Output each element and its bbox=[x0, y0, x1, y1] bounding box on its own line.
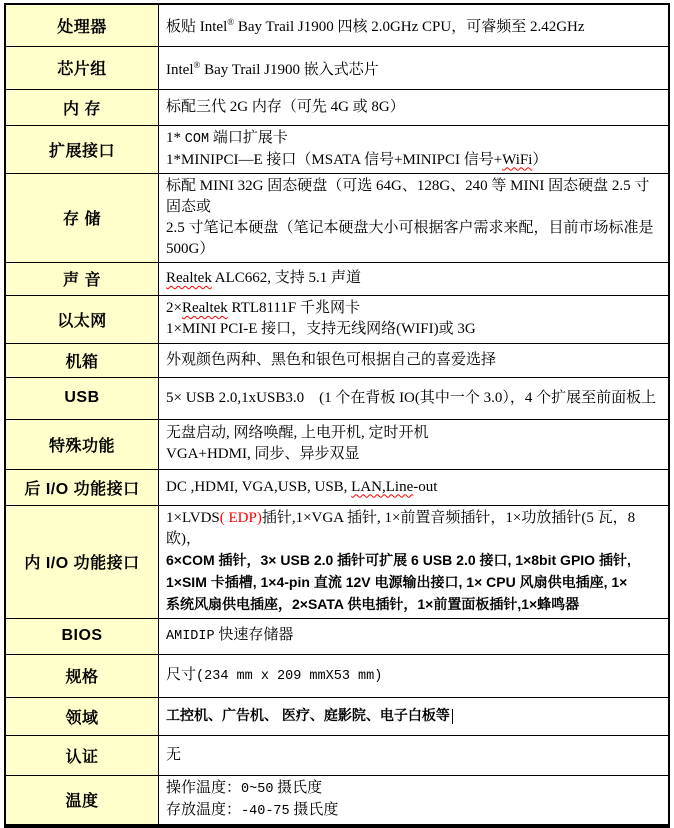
spec-line bbox=[166, 150, 662, 171]
text-segment: 1*MINIPCI—E 接口（MSATA 信号+MINIPCI 信号+ bbox=[166, 151, 503, 168]
text-segment: DC ,HDMI, VGA,USB, USB, bbox=[166, 478, 352, 495]
text-segment: ALC662, 支持 5.1 声道 bbox=[211, 270, 362, 286]
text-segment: 无盘启动, 网络唤醒, 上电开机, 定时开机 bbox=[166, 425, 429, 441]
spec-line bbox=[166, 508, 662, 550]
spec-line bbox=[166, 665, 662, 687]
row-value-audio[interactable] bbox=[159, 262, 670, 295]
row-value-processor[interactable] bbox=[159, 4, 670, 46]
spec-line bbox=[166, 176, 662, 218]
text-segment: 尺寸 bbox=[166, 666, 197, 683]
text-segment: Realtek bbox=[181, 300, 228, 316]
text-segment: ® bbox=[193, 59, 201, 70]
table-row-ethernet bbox=[5, 295, 669, 343]
spec-line bbox=[166, 477, 662, 498]
table-row-spec bbox=[5, 654, 669, 697]
row-value-bios[interactable] bbox=[159, 618, 670, 654]
table-row-special bbox=[5, 419, 669, 469]
spec-line bbox=[166, 350, 662, 371]
text-segment: 摄氏度 bbox=[289, 801, 339, 818]
text-segment: COM bbox=[184, 131, 210, 147]
spec-line bbox=[166, 594, 662, 616]
text-segment: 1×LVDS bbox=[166, 509, 220, 526]
row-value-special[interactable] bbox=[159, 419, 670, 469]
spec-line bbox=[166, 298, 662, 319]
row-label-expansion[interactable]: 扩展接口 bbox=[5, 125, 159, 173]
table-row-usb bbox=[5, 377, 669, 419]
text-segment: 无 bbox=[166, 746, 182, 763]
row-value-rear-io[interactable] bbox=[159, 469, 670, 505]
spec-line bbox=[166, 128, 662, 150]
text-segment: 端口扩展卡 bbox=[209, 129, 288, 146]
row-label-processor[interactable]: 处理器 bbox=[5, 4, 159, 46]
text-segment: -out bbox=[413, 478, 438, 495]
row-label-chassis[interactable]: 机箱 bbox=[5, 343, 159, 377]
table-row-rear-io bbox=[5, 469, 669, 505]
spec-line bbox=[166, 800, 662, 822]
row-label-storage[interactable]: 存 储 bbox=[5, 173, 159, 262]
row-value-chassis[interactable] bbox=[159, 343, 670, 377]
row-label-internal-io[interactable]: 内 I/O 功能接口 bbox=[5, 505, 159, 618]
row-label-temp[interactable]: 温度 bbox=[5, 775, 159, 826]
row-label-field[interactable]: 领域 bbox=[5, 697, 159, 735]
table-row-storage bbox=[5, 173, 669, 262]
row-value-expansion[interactable] bbox=[159, 125, 670, 173]
spec-line bbox=[166, 625, 662, 647]
spec-line bbox=[166, 268, 662, 289]
row-label-cert[interactable]: 认证 bbox=[5, 735, 159, 775]
text-segment: 6×COM 插针，3× USB 2.0 插针可扩展 6 USB 2.0 接口, 1×8bit GPIO 插针, bbox=[166, 551, 631, 568]
text-segment: 0~50 bbox=[241, 781, 274, 797]
text-segment: Intel bbox=[166, 61, 194, 78]
text-segment: 板贴 Intel bbox=[166, 19, 228, 36]
table-row-expansion bbox=[5, 125, 669, 173]
spec-line bbox=[166, 705, 662, 727]
text-segment: 操作温度： bbox=[166, 779, 242, 796]
table-row-field bbox=[5, 697, 669, 735]
table-row-bios bbox=[5, 618, 669, 654]
text-cursor bbox=[452, 709, 453, 724]
row-value-internal-io[interactable] bbox=[159, 505, 670, 618]
text-segment: 插针,1×VGA 插针, 1×前置音频插针，1×功放插针(5 瓦，8 欧)， bbox=[166, 509, 636, 547]
row-value-usb[interactable] bbox=[159, 377, 670, 419]
text-segment: VGA+HDMI, 同步、异步双显 bbox=[166, 446, 360, 462]
row-value-chipset[interactable] bbox=[159, 46, 670, 89]
table-row-chassis bbox=[5, 343, 669, 377]
spec-line bbox=[166, 55, 662, 81]
text-segment: 外观颜色两种、黑色和银色可根据自己的喜爱选择 bbox=[166, 351, 497, 368]
text-segment: (234 mm x 209 mmX53 mm) bbox=[196, 668, 383, 684]
row-value-field[interactable] bbox=[159, 697, 670, 735]
row-label-bios[interactable]: BIOS bbox=[5, 618, 159, 654]
row-label-usb[interactable]: USB bbox=[5, 377, 159, 419]
text-segment: 5× USB 2.0,1xUSB3.0 (1 个在背板 IO(其中一个 3.0），4 个扩展至前面板上 bbox=[166, 389, 657, 406]
text-segment: WiFi bbox=[502, 151, 533, 168]
text-segment: Bay Trail J1900 四核 2.0GHz CPU，可睿频至 2.42GHz bbox=[234, 19, 585, 36]
row-label-special[interactable]: 特殊功能 bbox=[5, 419, 159, 469]
text-segment: ( EDP) bbox=[219, 509, 262, 526]
text-segment: 快速存储器 bbox=[214, 627, 294, 643]
row-label-rear-io[interactable]: 后 I/O 功能接口 bbox=[5, 469, 159, 505]
table-row-audio bbox=[5, 262, 669, 295]
text-segment: RTL8111F 千兆网卡 bbox=[227, 300, 360, 316]
text-segment: 存放温度： bbox=[166, 801, 242, 818]
spec-line bbox=[166, 97, 662, 118]
spec-line bbox=[166, 12, 662, 38]
spec-line bbox=[166, 423, 662, 444]
text-segment: 系统风扇供电插座，2×SATA 供电插针，1×前置面板插针,1×蜂鸣器 bbox=[166, 595, 580, 612]
text-segment: 1×MINI PCI-E 接口，支持无线网络(WIFI)或 3G bbox=[166, 321, 476, 337]
spec-line bbox=[166, 444, 662, 465]
text-segment: -40-75 bbox=[241, 803, 290, 819]
spec-table bbox=[4, 3, 670, 828]
text-segment: 工控机、广告机、 医疗、庭影院、电子白板等 bbox=[166, 707, 450, 723]
row-label-memory[interactable]: 内 存 bbox=[5, 89, 159, 125]
table-row-temp bbox=[5, 775, 669, 826]
row-value-spec[interactable] bbox=[159, 654, 670, 697]
spec-line bbox=[166, 388, 662, 409]
text-segment: 标配 MINI 32G 固态硬盘（可选 64G、128G、240 等 MINI 固态硬盘 2.5 寸固态或 bbox=[166, 177, 650, 215]
row-label-audio[interactable]: 声 音 bbox=[5, 262, 159, 295]
spec-line bbox=[166, 745, 662, 766]
text-segment: 2× bbox=[166, 300, 182, 316]
text-segment: 1* bbox=[166, 129, 185, 146]
row-label-ethernet[interactable]: 以太网 bbox=[5, 295, 159, 343]
table-row-memory bbox=[5, 89, 669, 125]
row-value-ethernet[interactable] bbox=[159, 295, 670, 343]
text-segment: 2.5 寸笔记本硬盘（笔记本硬盘大小可根据客户需求来配，目前市场标准是 500G） bbox=[166, 219, 654, 257]
text-segment: Bay Trail J1900 嵌入式芯片 bbox=[200, 61, 379, 78]
row-value-temp[interactable] bbox=[159, 775, 670, 826]
row-value-storage[interactable] bbox=[159, 173, 670, 262]
table-row-chipset bbox=[5, 46, 669, 89]
text-segment: 摄氏度 bbox=[273, 779, 323, 796]
table-row-cert bbox=[5, 735, 669, 775]
spec-line bbox=[166, 778, 662, 800]
row-value-cert[interactable] bbox=[159, 735, 670, 775]
spec-table-body bbox=[5, 4, 669, 826]
row-label-spec[interactable]: 规格 bbox=[5, 654, 159, 697]
text-segment: ® bbox=[227, 17, 235, 28]
table-row-processor bbox=[5, 4, 669, 46]
row-value-memory[interactable] bbox=[159, 89, 670, 125]
spec-line bbox=[166, 319, 662, 340]
spec-line bbox=[166, 550, 662, 572]
text-segment: AMIDIP bbox=[166, 629, 215, 644]
table-row-internal-io bbox=[5, 505, 669, 618]
spec-line bbox=[166, 572, 662, 594]
spec-line bbox=[166, 218, 662, 260]
text-segment: LAN,Line bbox=[351, 478, 414, 495]
text-segment: Realtek bbox=[166, 270, 212, 286]
text-segment: 标配三代 2G 内存（可先 4G 或 8G） bbox=[166, 98, 405, 115]
document-page bbox=[4, 3, 670, 828]
row-label-chipset[interactable]: 芯片组 bbox=[5, 46, 159, 89]
text-segment: 1×SIM 卡插槽, 1×4-pin 直流 12V 电源输出接口, 1× CPU 风扇供电插座, 1× bbox=[166, 573, 628, 590]
text-segment: ） bbox=[532, 151, 548, 168]
